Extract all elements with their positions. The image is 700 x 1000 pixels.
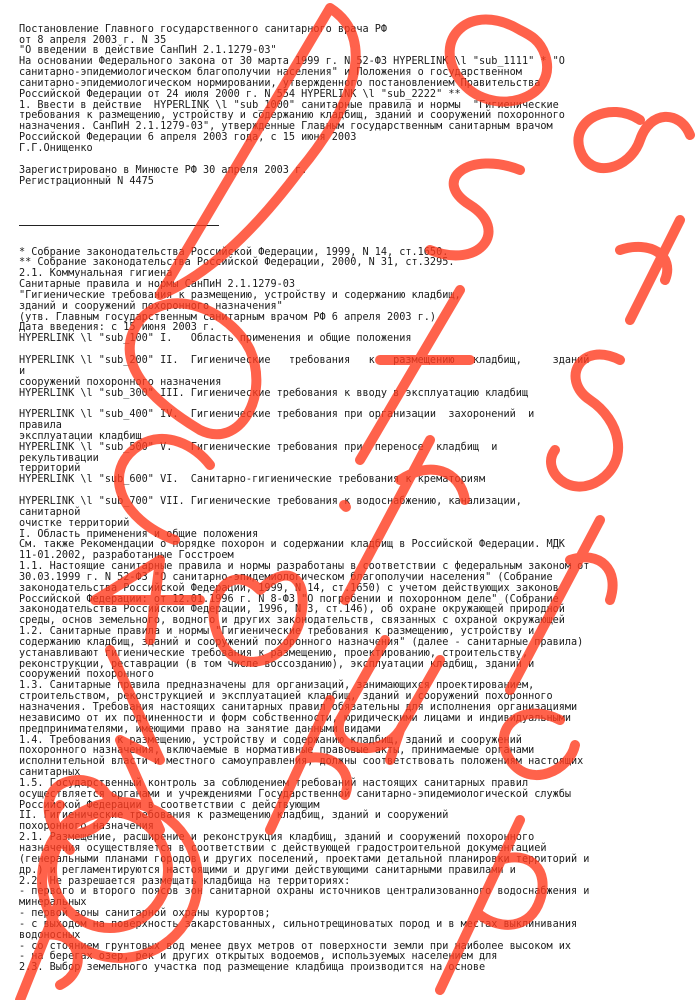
- text-line: Зарегистрировано в Минюсте РФ 30 апреля 2003 г.: [19, 164, 308, 176]
- text-line: правила: [19, 420, 62, 432]
- text-line: 11-01.2002, разработанные Госстроем: [19, 550, 234, 562]
- text-line: HYPERLINK \l "sub_500" V. Гигиенические требования при переносе кладбищ и: [19, 441, 498, 453]
- text-line: санитарных: [19, 767, 81, 779]
- text-line: [19, 187, 695, 198]
- text-line: строительством, реконструкцией и эксплуатацией кладбищ, зданий и сооружений похоронного: [19, 691, 553, 703]
- text-line: и: [19, 365, 26, 377]
- text-line: предпринимателями, имеющими право на занятие данными видами: [19, 723, 381, 735]
- text-line: (утв. Главным государственным санитарным врачом РФ 6 апреля 2003 г.): [19, 311, 437, 323]
- text-line: "О введении в действие СанПиН 2.1.1279-03": [19, 45, 277, 57]
- document-content: [19, 248, 695, 975]
- document-header: [19, 25, 695, 199]
- text-line: исполнительной власти и местного самоуправления, должны соответствовать положениям настоящих: [19, 756, 584, 768]
- text-line: санитарно-эпидемиологическом благополучии населения" и Положения о государственном: [19, 67, 522, 79]
- text-line: похоронного назначения: [19, 821, 154, 833]
- text-line: HYPERLINK \l "sub_400" IV. Гигиенические требования при организации захоронений и: [19, 409, 535, 421]
- text-line: 2.2. Не разрешается размещать кладбища на территориях:: [19, 875, 351, 887]
- text-line: др.) и регламентируются настоящими и другими действующими санитарными правилами и: [19, 864, 516, 876]
- text-line: Санитарные правила и нормы СанПиН 2.1.1279-03: [19, 279, 296, 291]
- text-line: HYPERLINK \l "sub_100" I. Область применения и общие положения: [19, 333, 412, 345]
- text-line: законодательства Российской Федерации, 1996, N 3, ст.146), об охране окружающей природной: [19, 604, 565, 616]
- text-line: независимо от их подчиненности и форм собственности, юридическими лицами и индивидуальными: [19, 712, 572, 724]
- text-line: I. Область применения и общие положения: [19, 528, 259, 540]
- text-line: 2.1. Размещение, расширение и реконструкция кладбищ, зданий и сооружений похоронного: [19, 832, 535, 844]
- text-line: - первой зоны санитарной охраны курортов;: [19, 908, 271, 920]
- text-line: назначения. СанПиН 2.1.1279-03", утвержденные Главным государственным санитарным врачом: [19, 121, 553, 133]
- text-line: устанавливают гигиенические требования к размещению, проектированию, строительству,: [19, 647, 529, 659]
- text-line: 1.5. Государственный контроль за соблюдением требований настоящих санитарных правил: [19, 777, 529, 789]
- text-line: - первого и второго поясов зон санитарной охраны источников централизованного водоснабжения и: [19, 886, 590, 898]
- text-line: 1.3. Санитарные правила предназначены для организаций, занимающихся проектированием,: [19, 680, 535, 692]
- text-line: HYPERLINK \l "sub_200" II. Гигиенические требования к размещению кладбищ, зданий: [19, 355, 590, 366]
- text-line: ** Собрание законодательства Российской Федерации, 2000, N 31, ст.3295.: [19, 257, 455, 269]
- text-line: На основании Федерального закона от 30 марта 1999 г. N 52-ФЗ HYPERLINK \l "sub_1111" * "О: [19, 56, 565, 68]
- text-line: 1.4. Требования к размещению, устройству и содержанию кладбищ, зданий и сооружений: [19, 734, 522, 746]
- text-line: Г.Г.Онищенко: [19, 142, 93, 154]
- text-line: санитарно-эпидемиологическом нормировании, утвержденного постановлением Правительства: [19, 77, 541, 89]
- text-line: - с выходом на поверхность закарстованных, сильнотрещиноватых пород и в местах выклинивания: [19, 918, 578, 930]
- text-line: - на берегах озер, рек и других открытых водоемов, используемых населением для: [19, 951, 498, 963]
- text-line: реконструкции, реставрации (в том числе воссозданию), эксплуатации кладбищ, зданий и: [19, 658, 535, 670]
- text-line: минеральных: [19, 897, 87, 909]
- text-line: Постановление Главного государственного санитарного врача РФ: [19, 23, 388, 35]
- text-line: HYPERLINK \l "sub_300" III. Гигиенические требования к вводу в эксплуатацию кладбищ: [19, 387, 529, 399]
- text-line: HYPERLINK \l "sub_600" VI. Санитарно-гигиенические требования к крематориям: [19, 474, 486, 486]
- text-line: "Гигиенические требования к размещению, устройству и содержанию кладбищ,: [19, 289, 461, 301]
- text-line: 1.2. Санитарные правила и нормы "Гигиенические требования к размещению, устройству и: [19, 626, 535, 638]
- text-line: 2.3. Выбор земельного участка под размещение кладбища производится на основе: [19, 962, 486, 974]
- text-line: Регистрационный N 4475: [19, 175, 154, 187]
- text-line: законодательства Российской Федерации, 1999, N 14, ст.1650) с учетом действующих законов: [19, 582, 559, 594]
- text-line: сооружений похоронного: [19, 669, 154, 681]
- text-line: 1.1. Настоящие санитарные правила и нормы разработаны в соответствии с федеральным законом от: [19, 561, 590, 573]
- text-line: эксплуатации кладбищ: [19, 430, 142, 442]
- text-line: осуществляется органами и учреждениями Государственной санитарно-эпидемиологической службы: [19, 788, 572, 800]
- text-line: Российской Федерации 6 апреля 2003 года, с 15 июня 2003: [19, 132, 357, 144]
- text-line: очистке территорий: [19, 517, 130, 529]
- text-line: (генеральными планами городов и других поселений, проектами детальной планировки территорий и: [19, 853, 590, 865]
- text-line: * Собрание законодательства Российской Федерации, 1999, N 14, ст.1650.: [19, 246, 449, 258]
- text-line: территорий: [19, 463, 81, 475]
- document-body: [19, 3, 695, 985]
- text-line: Российской Федерации в соответствии с действующим: [19, 799, 320, 811]
- text-line: 2.1. Коммунальная гигиена: [19, 268, 173, 280]
- text-line: назначения. Требования настоящих санитарных правил обязательны для исполнения организациями: [19, 702, 578, 713]
- text-line: - со стоянием грунтовых вод менее двух метров от поверхности земли при наиболее высоком их: [19, 940, 572, 952]
- text-line: Российской Федерации от 24 июля 2000 г. N 554 HYPERLINK \l "sub_2222" **: [19, 88, 461, 100]
- text-line: водоносных: [19, 929, 81, 941]
- text-line: рекультивации: [19, 452, 99, 464]
- text-line: похоронного назначения, включаемые в нормативные правовые акты, принимаемые органами: [19, 745, 535, 757]
- text-line: HYPERLINK \l "sub_700" VII. Гигиенические требования к водоснабжению, канализации,: [19, 495, 522, 507]
- text-line: Дата введения: с 15 июня 2003 г.: [19, 322, 216, 334]
- text-line: требования к размещению, устройству и содержанию кладбищ, зданий и сооружений похоронного: [19, 110, 565, 122]
- text-line: содержанию кладбищ, зданий и сооружений похоронного назначения" (далее - санитарные правила): [19, 636, 584, 648]
- text-line: зданий и сооружений похоронного назначения": [19, 300, 283, 312]
- text-line: среды, основ земельного, водного и других законодательств, связанных с охраной окружающей: [19, 615, 565, 627]
- text-line: сооружений похоронного назначения: [19, 376, 222, 388]
- text-line: 1. Ввести в действие HYPERLINK \l "sub_1000" санитарные правила и нормы "Гигиенические: [19, 99, 559, 111]
- text-line: санитарной: [19, 506, 81, 518]
- text-line: назначения осуществляется в соответствии с действующей градостроительной документацией: [19, 842, 547, 854]
- text-line: 30.03.1999 г. N 52-ФЗ "О санитарно-эпидемиологическом благополучии населения" (Собрание: [19, 571, 553, 583]
- text-line: Российской Федерации: от 12.01.1996 г. N 8-ФЗ "О погребении и похоронном деле" (Собрание: [19, 593, 559, 605]
- text-line: от 8 апреля 2003 г. N 35: [19, 34, 167, 46]
- footnote-separator: [19, 225, 219, 226]
- text-line: II. Гигиенические требования к размещению кладбищ, зданий и сооружений: [19, 810, 449, 822]
- text-line: См. также Рекомендации о порядке похорон и содержании кладбищ в Российской Федерации. МДК: [19, 539, 565, 551]
